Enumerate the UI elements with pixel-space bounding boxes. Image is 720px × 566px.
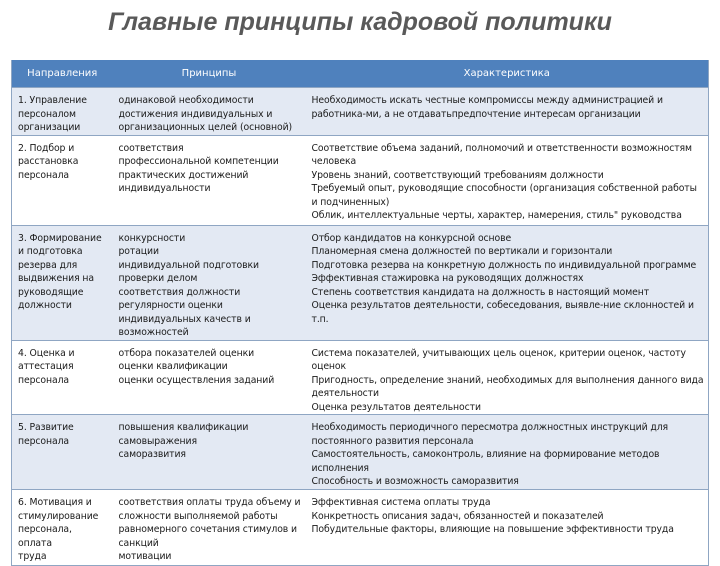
table-row bbox=[12, 225, 709, 340]
header-principles: Принципы bbox=[113, 60, 306, 88]
direction-cell: 1. Управление персоналом организации bbox=[12, 88, 113, 136]
principles-cell: соответствия профессиональной компетенции практических достижений индивидуальности bbox=[113, 135, 306, 225]
header-directions: Направления bbox=[12, 60, 113, 88]
characteristic-cell: Система показателей, учитывающих цель оценок, критерии оценок, частоту оценок Пригодность, определение знаний, необходимых для выполнения данного вида деятельности Оценка результатов деятельности bbox=[306, 340, 709, 415]
principles-cell: соответствия оплаты труда объему и сложности выполняемой работы равномерного сочетания стимулов и санкций мотивации bbox=[113, 490, 306, 566]
characteristic-cell: Отбор кандидатов на конкурсной основе Планомерная смена должностей по вертикали и горизонтали Подготовка резерва на конкретную должность по индивидуальной программе Эффективная стажировка на руководящих должностях Степень соответствия кандидата на должность в настоящий момент Оценка результатов деятельности, собеседования, выявле-ние склонностей и т.п. bbox=[306, 225, 709, 340]
table-row bbox=[12, 340, 709, 415]
table-row bbox=[12, 88, 709, 136]
characteristic-cell: Необходимость искать честные компромиссы между администрацией и работника-ми, а не отдаватьпредпочтение интересам организации bbox=[306, 88, 709, 136]
page-title: Главные принципы кадровой политики bbox=[108, 8, 612, 36]
principles-cell: конкурсности ротации индивидуальной подготовки проверки делом соответствия должности регулярности оценки индивидуальных качеств и возможностей bbox=[113, 225, 306, 340]
direction-cell: 4. Оценка и аттестация персонала bbox=[12, 340, 113, 415]
principles-cell: одинаковой необходимости достижения индивидуальных и организационных целей (основной) bbox=[113, 88, 306, 136]
characteristic-cell: Соответствие объема заданий, полномочий и ответственности возможностям человека Уровень знаний, соответствующий требованиям должности Требуемый опыт, руководящие способности (организация собственной работы и подчиненных) Облик, интеллектуальные черты, характер, намерения, стиль" руководства bbox=[306, 135, 709, 225]
principles-cell: повышения квалификации самовыражения саморазвития bbox=[113, 415, 306, 490]
table-row bbox=[12, 135, 709, 225]
direction-cell: 5. Развитие персонала bbox=[12, 415, 113, 490]
direction-cell: 2. Подбор и расстановка персонала bbox=[12, 135, 113, 225]
characteristic-cell: Эффективная система оплаты труда Конкретность описания задач, обязанностей и показателей Побудительные факторы, влияющие на повышение эффективности труда bbox=[306, 490, 709, 566]
principles-table bbox=[11, 60, 709, 566]
table-row bbox=[12, 490, 709, 566]
table-header-row bbox=[12, 60, 709, 88]
direction-cell: 6. Мотивация и стимулирование персонала, оплата труда bbox=[12, 490, 113, 566]
direction-cell: 3. Формирование и подготовка резерва для выдвижения на руководящие должности bbox=[12, 225, 113, 340]
characteristic-cell: Необходимость периодичного пересмотра должностных инструкций для постоянного развития персонала Самостоятельность, самоконтроль, влияние на формирование методов исполнения Способность и возможность саморазвития bbox=[306, 415, 709, 490]
principles-cell: отбора показателей оценки оценки квалификации оценки осуществления заданий bbox=[113, 340, 306, 415]
header-characteristic: Характеристика bbox=[306, 60, 709, 88]
table-row bbox=[12, 415, 709, 490]
